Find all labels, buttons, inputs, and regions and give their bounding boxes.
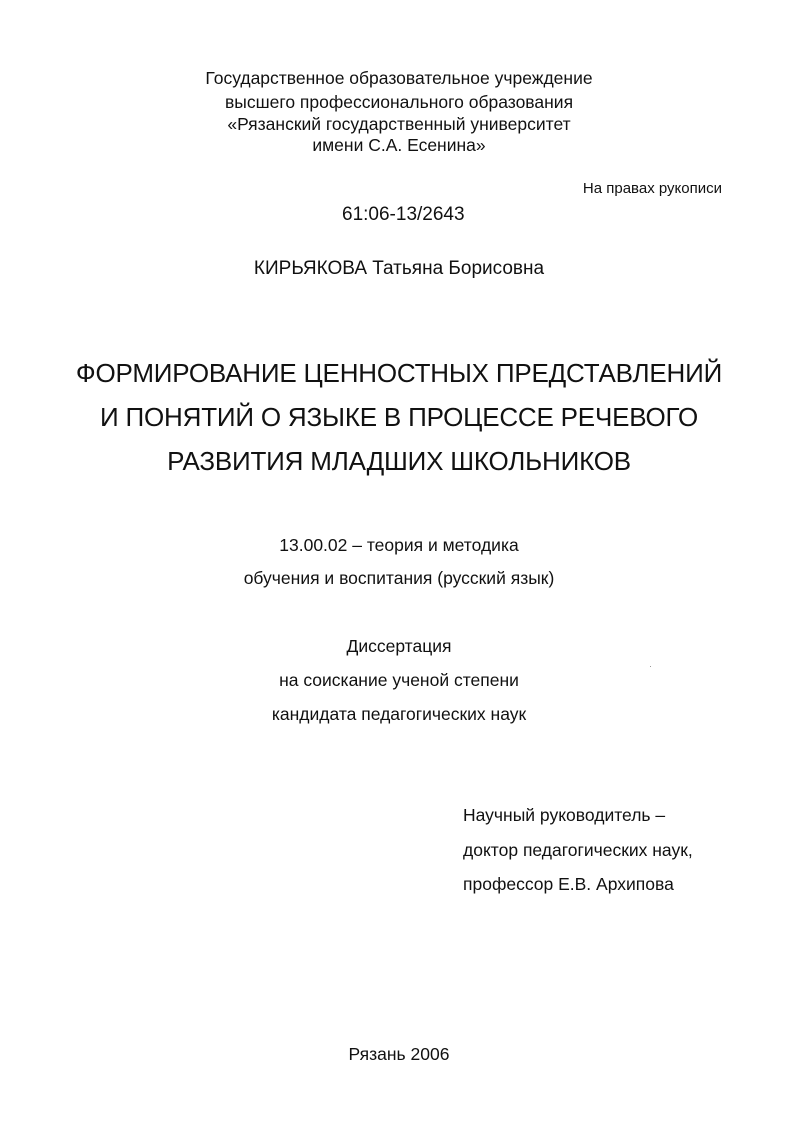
title-line-1: ФОРМИРОВАНИЕ ЦЕННОСТНЫХ ПРЕДСТАВЛЕНИЙ [75, 358, 723, 388]
advisor-line-3: профессор Е.В. Архипова [463, 874, 674, 894]
title-line-3: РАЗВИТИЯ МЛАДШИХ ШКОЛЬНИКОВ [167, 446, 631, 476]
scan-speck [650, 666, 651, 667]
institution-line-1: Государственное образовательное учреждение [205, 68, 593, 88]
advisor-line-1: Научный руководитель – [463, 805, 666, 825]
dissertation-line-1: Диссертация [346, 636, 452, 656]
institution-line-2: высшего профессионального образования [224, 92, 574, 112]
advisor-line-2: доктор педагогических наук, [463, 840, 693, 860]
specialty-line-1: 13.00.02 – теория и методика [279, 535, 519, 555]
institution-line-3: «Рязанский государственный университет [227, 114, 571, 134]
city-year: Рязань 2006 [348, 1044, 450, 1064]
rights-note: На правах рукописи [582, 180, 722, 197]
dissertation-line-2: на соискание ученой степени [279, 670, 519, 690]
title-line-2: И ПОНЯТИЙ О ЯЗЫКЕ В ПРОЦЕССЕ РЕЧЕВОГО [100, 402, 698, 432]
specialty-line-2: обучения и воспитания (русский язык) [243, 568, 555, 588]
author-name: КИРЬЯКОВА Татьяна Борисовна [253, 258, 545, 279]
dissertation-line-3: кандидата педагогических наук [271, 704, 527, 724]
institution-line-4: имени С.А. Есенина» [312, 135, 486, 155]
catalog-code: 61:06-13/2643 [342, 204, 465, 225]
